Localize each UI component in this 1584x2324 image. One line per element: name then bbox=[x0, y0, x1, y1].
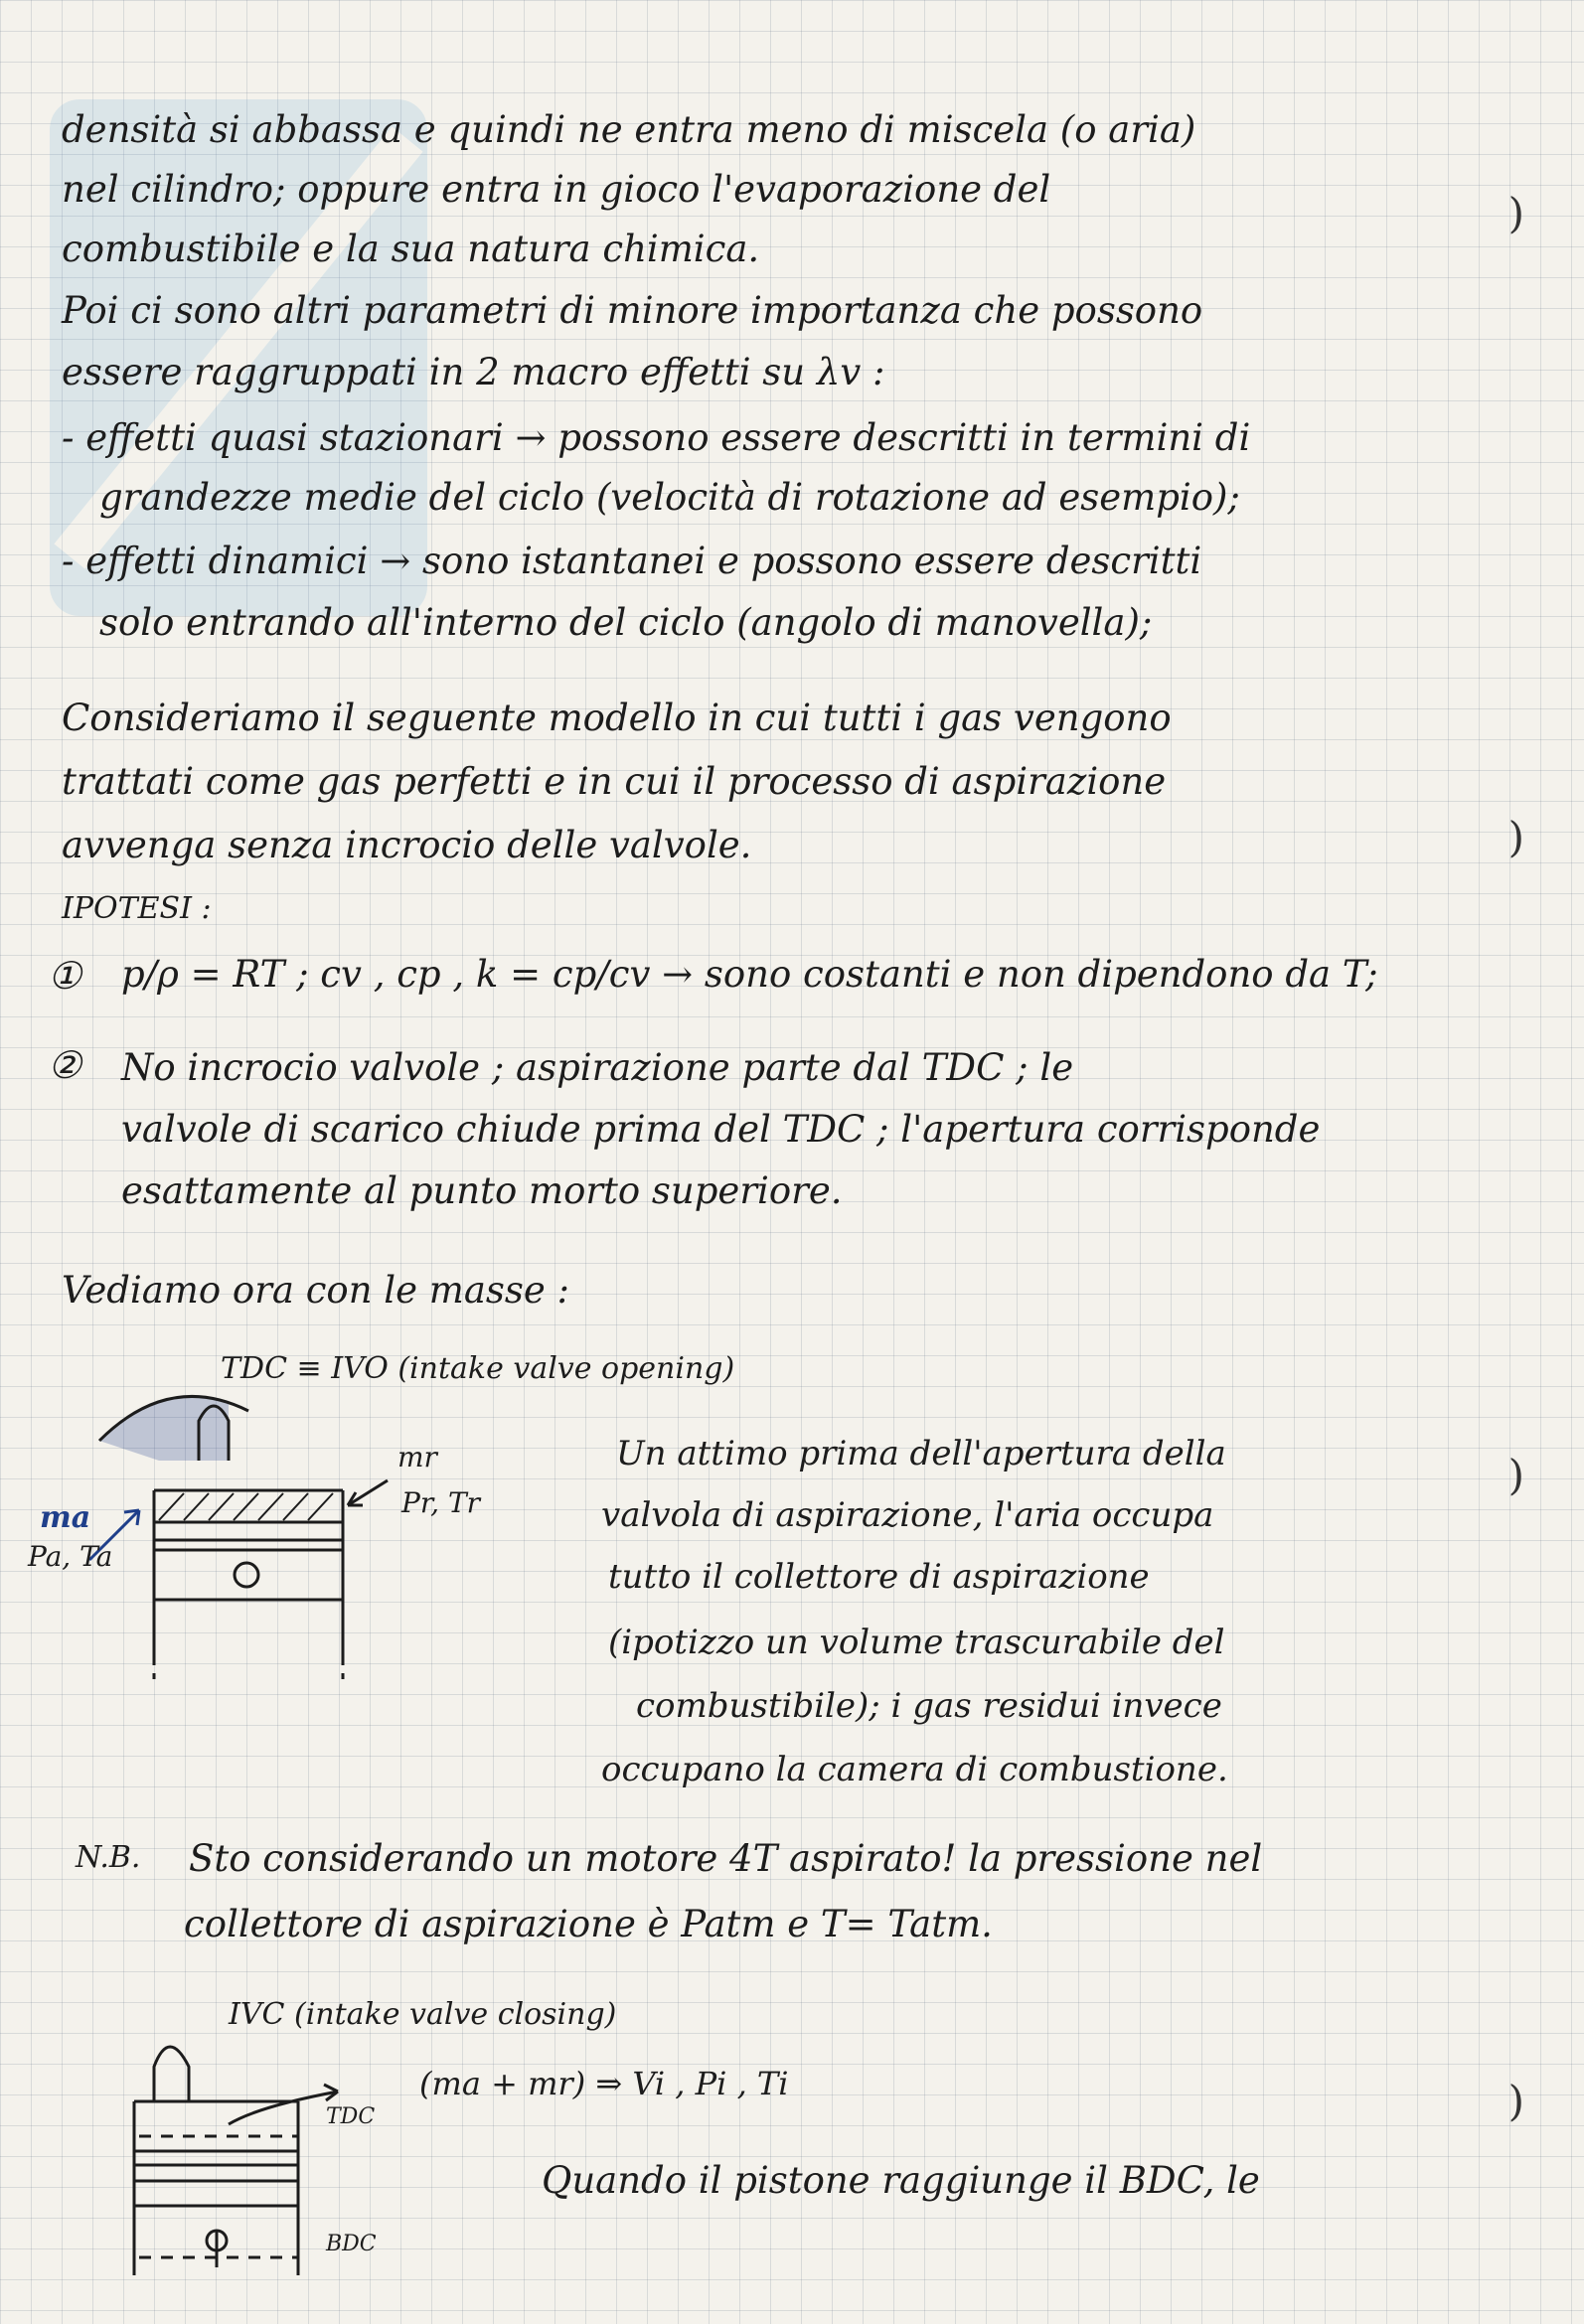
label-pr-tr: Pr, Tr bbox=[401, 1486, 481, 1519]
hypothesis-2: esattamente al punto morto superiore. bbox=[121, 1169, 843, 1212]
description-line: occupano la camera di combustione. bbox=[601, 1750, 1228, 1789]
label-mr: mr bbox=[397, 1441, 437, 1473]
nb-line: collettore di aspirazione è Patm e T= Tatm. bbox=[184, 1903, 993, 1945]
figure2-title: IVC (intake valve closing) bbox=[229, 1997, 617, 2032]
description-line: tutto il collettore di aspirazione bbox=[608, 1557, 1150, 1597]
nb-line: Sto considerando un motore 4T aspirato! la pressione nel bbox=[189, 1837, 1263, 1880]
last-line: Quando il pistone raggiunge il BDC, le bbox=[542, 2159, 1260, 2202]
text-line: solo entrando all'interno del ciclo (angolo di manovella); bbox=[99, 601, 1153, 644]
text-line: Poi ci sono altri parametri di minore importanza che possono bbox=[62, 289, 1203, 332]
margin-mark: ) bbox=[1507, 2077, 1524, 2125]
hypothesis-number-1: ① bbox=[48, 954, 82, 998]
margin-mark: ) bbox=[1507, 189, 1524, 237]
figure2-engine-diagram bbox=[99, 1997, 656, 2315]
text-line: combustibile e la sua natura chimica. bbox=[62, 228, 760, 270]
text-line: avvenga senza incrocio delle valvole. bbox=[62, 824, 752, 866]
section-intro: Vediamo ora con le masse : bbox=[62, 1269, 570, 1312]
hypothesis-2: No incrocio valvole ; aspirazione parte dal TDC ; le bbox=[121, 1046, 1074, 1089]
description-line: (ipotizzo un volume trascurabile del bbox=[608, 1623, 1225, 1662]
margin-mark: ) bbox=[1507, 1451, 1524, 1499]
hypothesis-number-2: ② bbox=[48, 1043, 82, 1087]
label-bdc: BDC bbox=[326, 2232, 377, 2256]
label-ma: ma bbox=[40, 1500, 91, 1535]
text-line: densità si abbassa e quindi ne entra meno di miscela (o aria) bbox=[62, 108, 1196, 151]
margin-mark: ) bbox=[1507, 813, 1524, 861]
ipotesi-heading: IPOTESI : bbox=[62, 891, 212, 926]
label-tdc: TDC bbox=[326, 2104, 376, 2129]
description-line: Un attimo prima dell'apertura della bbox=[616, 1434, 1226, 1473]
figure1-title: TDC ≡ IVO (intake valve opening) bbox=[221, 1351, 735, 1386]
text-line: Consideriamo il seguente modello in cui tutti i gas vengono bbox=[62, 697, 1172, 739]
figure2-equation: (ma + mr) ⇒ Vi , Pi , Ti bbox=[419, 2065, 789, 2102]
bullet-line: - effetti quasi stazionari → possono essere descritti in termini di bbox=[62, 416, 1251, 459]
combustion-chamber-hatch bbox=[159, 1493, 333, 1520]
nb-label: N.B. bbox=[76, 1840, 141, 1875]
text-line: nel cilindro; oppure entra in gioco l'evaporazione del bbox=[62, 168, 1051, 211]
description-line: combustibile); i gas residui invece bbox=[636, 1686, 1222, 1726]
piston-ring bbox=[154, 1522, 343, 1540]
valve-shape bbox=[154, 2047, 189, 2101]
text-line: trattati come gas perfetti e in cui il processo di aspirazione bbox=[62, 760, 1167, 803]
arrow-mass bbox=[229, 2092, 338, 2124]
bullet-line: - effetti dinamici → sono istantanei e possono essere descritti bbox=[62, 540, 1202, 582]
label-pa-ta: Pa, Ta bbox=[28, 1540, 113, 1573]
text-line: grandezze medie del ciclo (velocità di rotazione ad esempio); bbox=[99, 476, 1240, 519]
hypothesis-1: p/ρ = RT ; cv , cp , k = cp/cv → sono costanti e non dipendono da T; bbox=[121, 953, 1378, 996]
hypothesis-2: valvole di scarico chiude prima del TDC ; l'apertura corrisponde bbox=[121, 1108, 1321, 1151]
description-line: valvola di aspirazione, l'aria occupa bbox=[601, 1495, 1214, 1535]
piston-pin bbox=[235, 1563, 258, 1587]
piston-ring bbox=[134, 2151, 298, 2165]
text-line: essere raggruppati in 2 macro effetti su λv : bbox=[62, 351, 885, 393]
